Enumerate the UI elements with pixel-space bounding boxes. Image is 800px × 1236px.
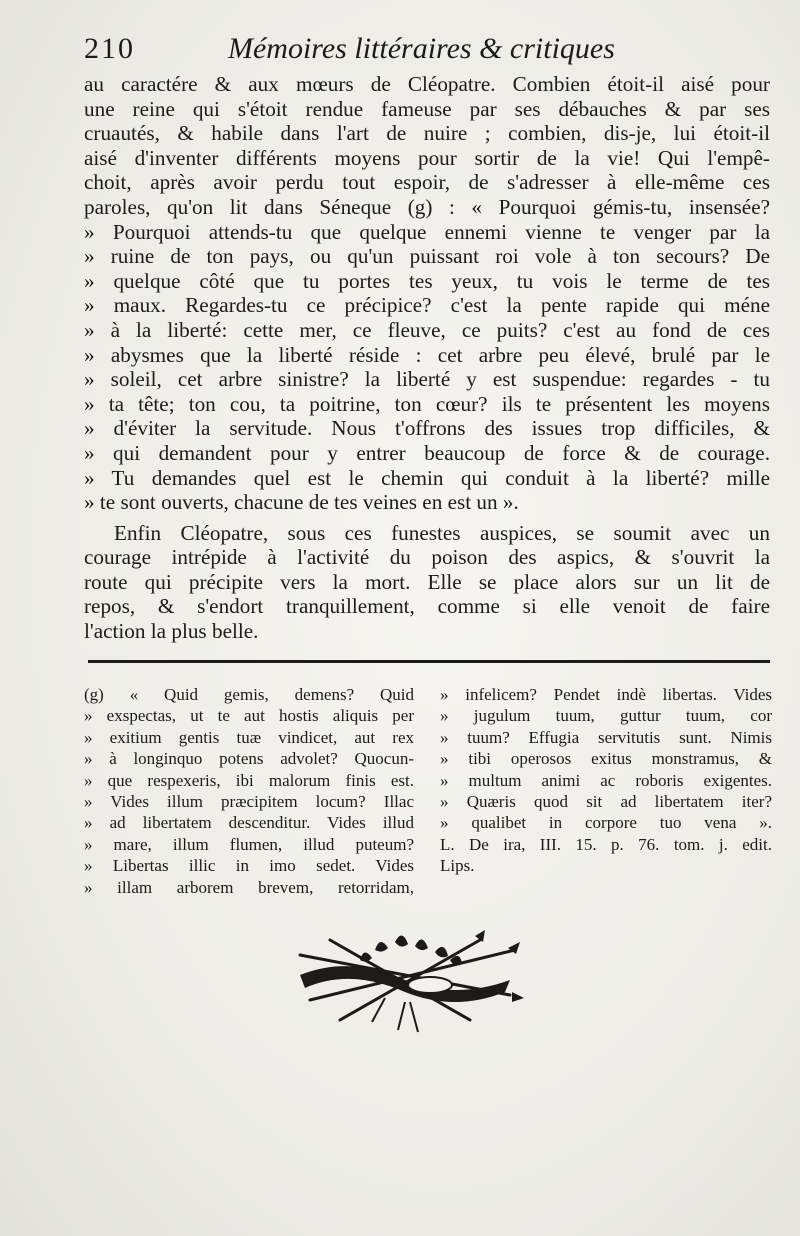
footnote-line: (g) « Quid gemis, demens? Quid	[84, 685, 414, 704]
text-line: repos, & s'endort tranquillement, comme si elle venoit de faire	[84, 594, 770, 619]
footnote-line: » ad libertatem descenditur. Vides illud	[84, 813, 414, 833]
footnote-line: » multum animi ac roboris exigentes.	[440, 770, 772, 790]
footnote-divider	[88, 660, 770, 663]
text-line: » soleil, cet arbre sinistre? la liberté y est suspendue: regardes - tu	[84, 367, 770, 392]
text-line: » maux. Regardes-tu ce précipice? c'est la pente rapide qui méne	[84, 293, 770, 318]
footnote-column-right	[440, 684, 772, 877]
running-head: Mémoires littéraires & critiques	[228, 32, 615, 65]
text-line: l'action la plus belle.	[84, 619, 259, 644]
text-line: » te sont ouverts, chacune de tes veines en est un ».	[84, 490, 519, 515]
footnote-line: » exspectas, ut te aut hostis aliquis per	[84, 706, 414, 726]
footnote-line: » mare, illum flumen, illud puteum?	[84, 834, 414, 854]
main-text	[84, 72, 770, 644]
text-line: » qui demandent pour y entrer beaucoup de force & de courage.	[84, 440, 770, 465]
text-line: une reine qui s'étoit rendue fameuse par ses débauches & par ses	[84, 96, 770, 121]
text-line: » Tu demandes quel est le chemin qui conduit à la liberté? mille	[84, 465, 770, 490]
text-line: » abysmes que la liberté réside : cet arbre peu élevé, brulé par le	[84, 342, 770, 367]
text-line: choit, après avoir perdu tout espoir, de s'adresser à elle-même ces	[84, 170, 770, 195]
text-line: aisé d'inventer différents moyens pour sortir de la vie! Qui l'empê-	[84, 145, 770, 170]
footnote-line: » tibi operosos exitus monstramus, &	[440, 749, 772, 769]
text-line: Enfin Cléopatre, sous ces funestes auspices, se soumit avec un	[114, 520, 770, 545]
footnote-line: » illam arborem brevem, retorridam,	[84, 877, 414, 897]
footnote-line: » tuum? Effugia servitutis sunt. Nimis	[440, 727, 772, 747]
page-header	[84, 30, 774, 70]
page-number: 210	[84, 32, 135, 65]
text-line: cruautés, & habile dans l'art de nuire ; combien, dis-je, lui étoit-il	[84, 121, 770, 146]
text-line: » à la liberté: cette mer, ce fleuve, ce puits? c'est au fond de ces	[84, 317, 770, 342]
trophy-ornament-icon	[280, 920, 530, 1040]
text-line: paroles, qu'on lit dans Séneque (g) : « Pourquoi gémis-tu, insensée?	[84, 194, 770, 219]
footnote-line: » Libertas illic in imo sedet. Vides	[84, 856, 414, 876]
text-line: courage intrépide à l'activité du poison des aspics, & s'ouvrit la	[84, 545, 770, 570]
text-line: » Pourquoi attends-tu que quelque ennemi vienne te venger par la	[84, 219, 770, 244]
text-line: » d'éviter la servitude. Nous t'offrons des issues trop difficiles, &	[84, 416, 770, 441]
footnote-line: » que respexeris, ibi malorum finis est.	[84, 770, 414, 790]
footnote-line: » Vides illum præcipitem locum? Illac	[84, 791, 414, 811]
text-line: route qui précipite vers la mort. Elle se place alors sur un lit de	[84, 569, 770, 594]
footnote-line: » jugulum tuum, guttur tuum, cor	[440, 706, 772, 726]
text-line: au caractére & aux mœurs de Cléopatre. Combien étoit-il aisé pour	[84, 72, 770, 96]
footnote-line: » infelicem? Pendet indè libertas. Vides	[440, 685, 772, 704]
footnote-line: » exitium gentis tuæ vindicet, aut rex	[84, 727, 414, 747]
footnote-line: » Quæris quod sit ad libertatem iter?	[440, 791, 772, 811]
footnote-line: L. De ira, III. 15. p. 76. tom. j. edit.	[440, 834, 772, 854]
text-line: » ruine de ton pays, ou qu'un puissant roi vole à ton secours? De	[84, 244, 770, 269]
footnote-line: Lips.	[440, 856, 475, 876]
footnote-line: » qualibet in corpore tuo vena ».	[440, 813, 772, 833]
text-line: » ta tête; ton cou, ta poitrine, ton cœur? ils te présentent les moyens	[84, 391, 770, 416]
footnote-column-left	[84, 684, 414, 898]
footnote-line: » à longinquo potens advolet? Quocun-	[84, 749, 414, 769]
text-line: » quelque côté que tu portes tes yeux, tu vois le terme de tes	[84, 268, 770, 293]
